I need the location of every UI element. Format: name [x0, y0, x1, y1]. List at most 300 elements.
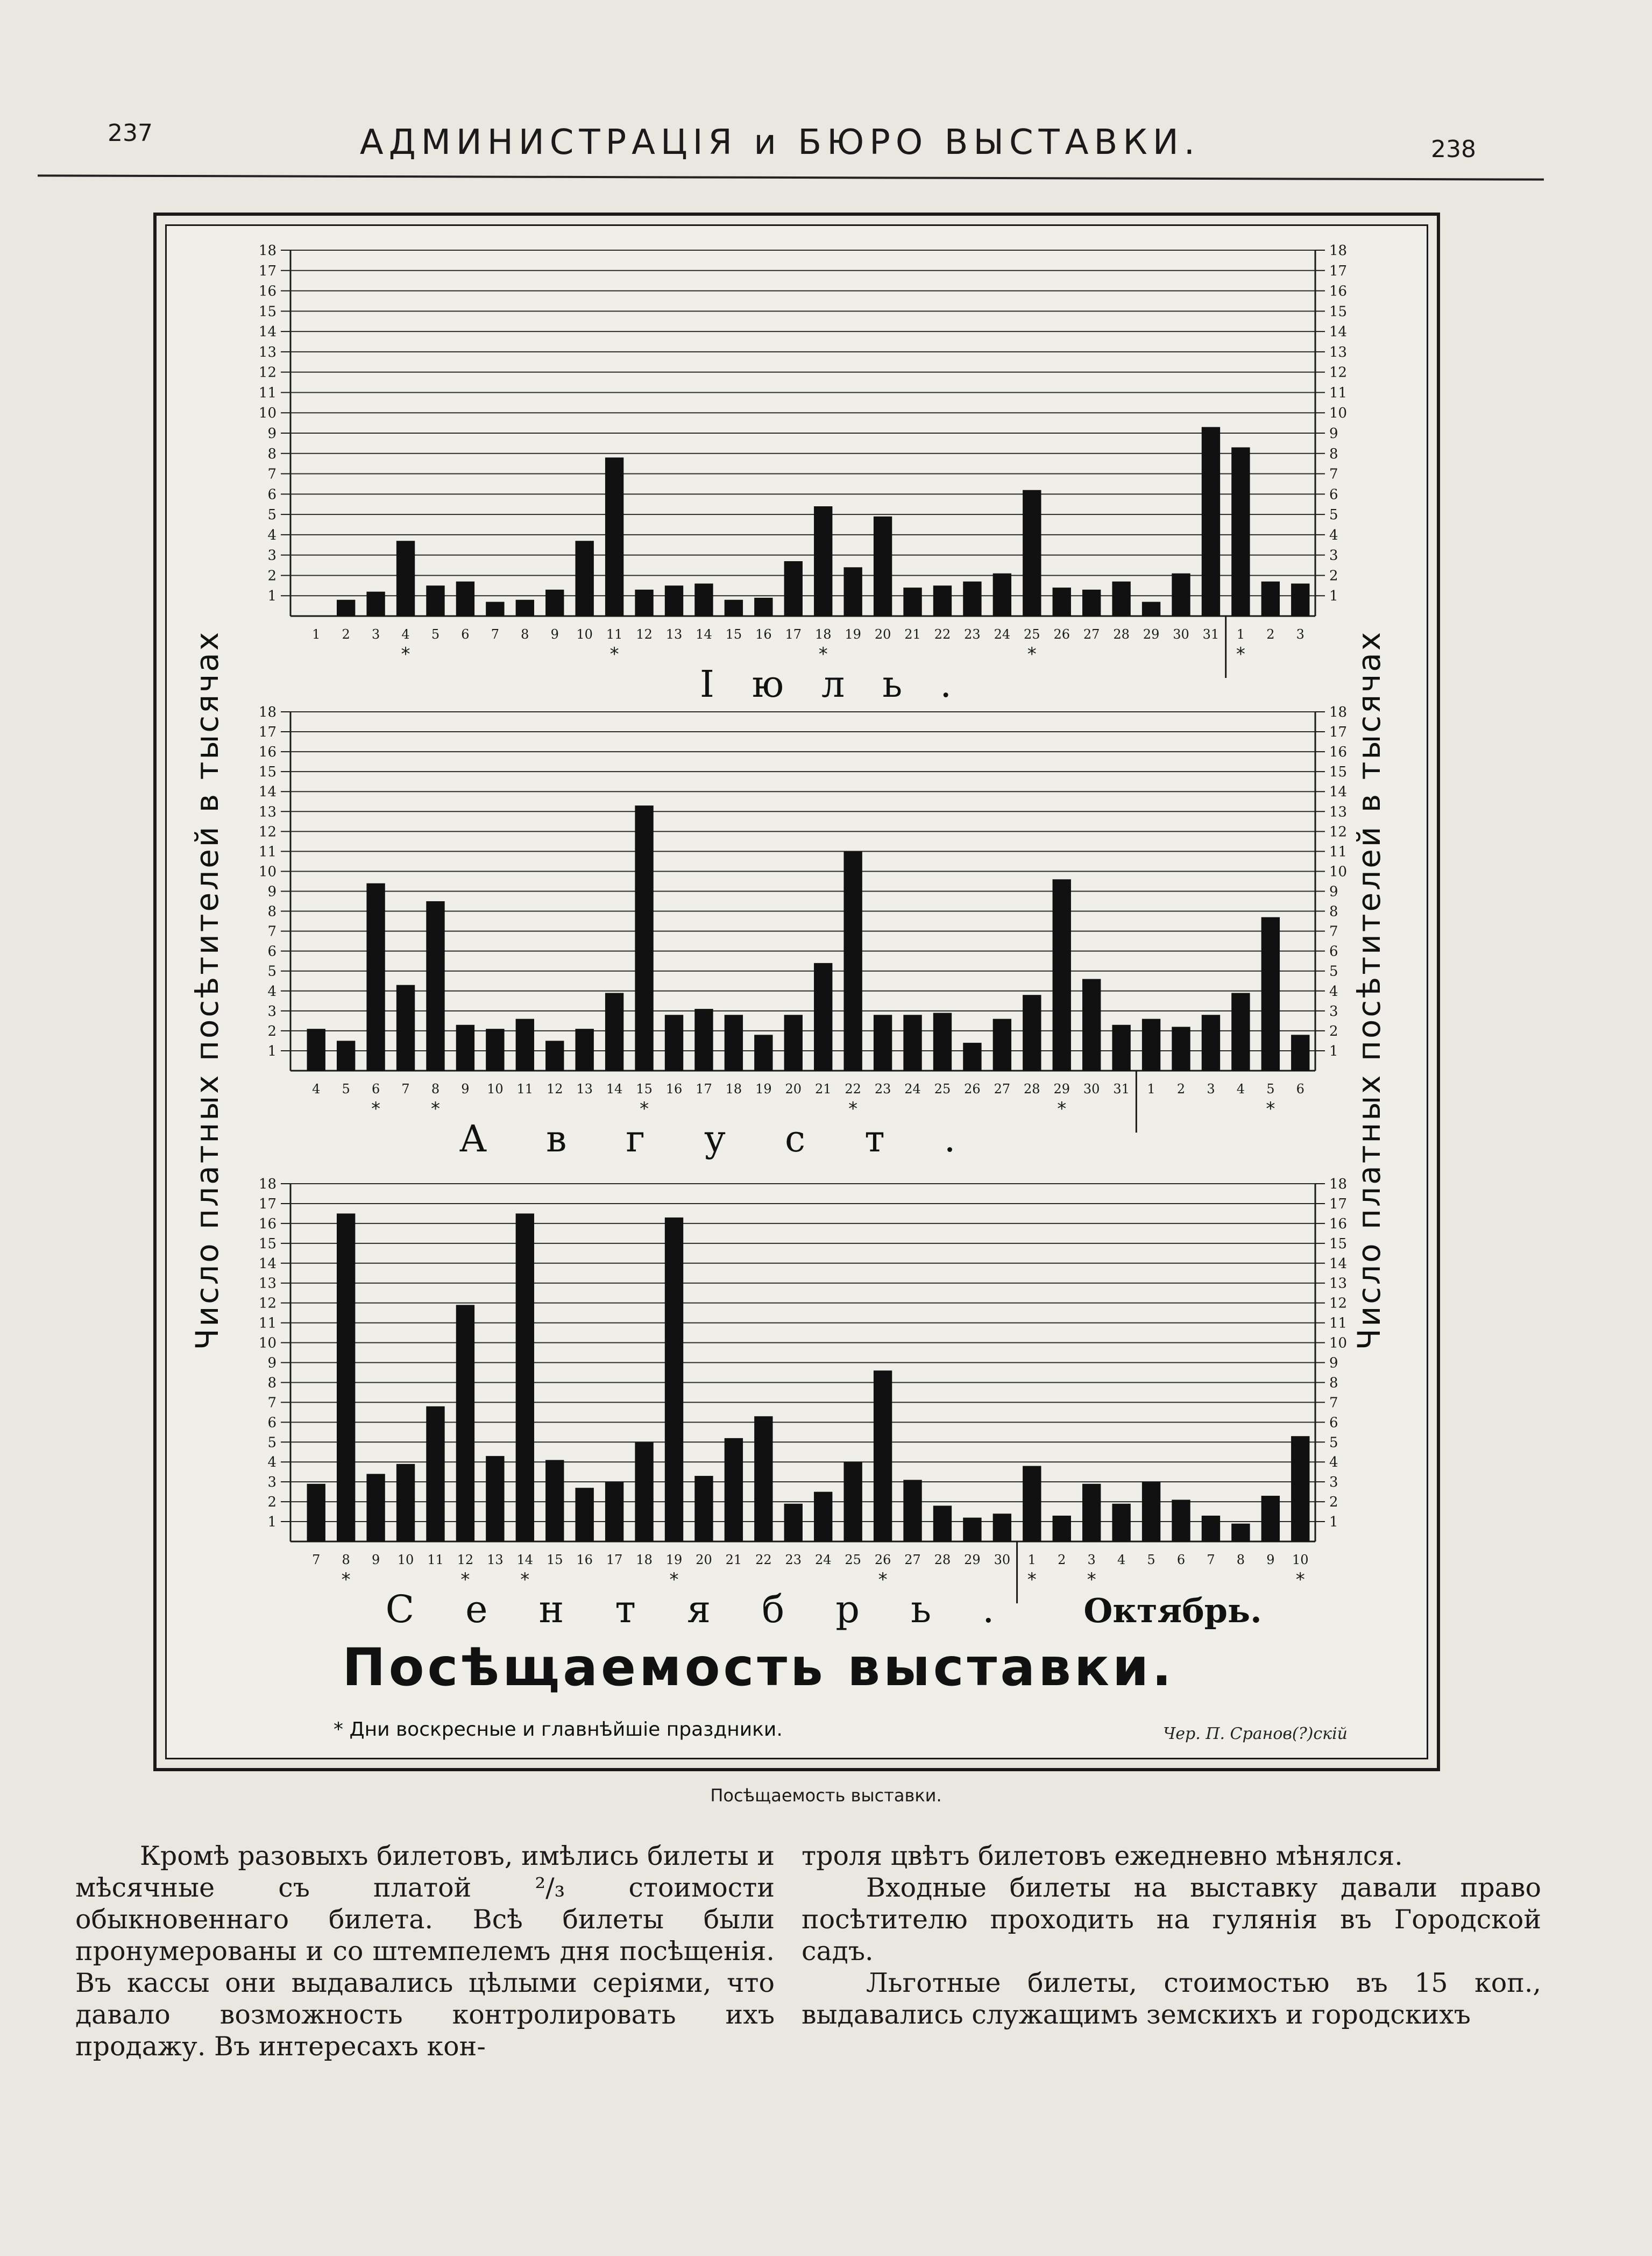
x-tick-label: 25 — [845, 1552, 861, 1567]
x-tick-label: 13 — [487, 1552, 504, 1567]
x-tick-label: 26 — [874, 1552, 891, 1567]
x-tick-label: 8 — [1236, 1552, 1245, 1567]
x-tick-label: 2 — [1266, 627, 1275, 642]
holiday-marker: * — [1295, 1569, 1305, 1590]
y-tick-label: 18 — [258, 243, 276, 259]
x-tick-label: 10 — [576, 627, 593, 642]
bar — [1142, 602, 1160, 616]
y-tick-label: 7 — [1329, 466, 1338, 483]
y-tick-label: 2 — [267, 1023, 276, 1039]
y-tick-label: 18 — [258, 704, 276, 720]
bar — [307, 1029, 325, 1071]
holiday-marker: * — [1087, 1569, 1096, 1590]
y-tick-label: 12 — [258, 364, 276, 381]
paragraph: троля цвѣтъ билетовъ ежедневно мѣнялся. — [802, 1841, 1403, 1871]
y-tick-label: 10 — [1329, 864, 1348, 880]
bar — [366, 592, 385, 616]
y-tick-label: 16 — [258, 1215, 276, 1232]
bar — [903, 1480, 921, 1541]
bar — [754, 1416, 772, 1541]
holiday-marker: * — [371, 1098, 381, 1120]
y-tick-label: 5 — [1329, 963, 1338, 980]
bar — [1023, 490, 1041, 616]
x-tick-label: 14 — [696, 627, 712, 642]
x-tick-label: 3 — [1087, 1552, 1096, 1567]
y-tick-label: 15 — [1329, 303, 1348, 320]
x-tick-label: 14 — [606, 1081, 623, 1097]
text-column-left — [75, 1840, 775, 2062]
y-tick-label: 10 — [1329, 1335, 1348, 1352]
x-tick-label: 6 — [371, 1081, 380, 1097]
y-tick-label: 2 — [267, 568, 276, 584]
x-tick-label: 23 — [785, 1552, 802, 1567]
y-tick-label: 13 — [1329, 1275, 1348, 1292]
bar — [784, 561, 803, 616]
x-tick-label: 16 — [576, 1552, 593, 1567]
x-tick-label: 15 — [546, 1552, 563, 1567]
x-tick-label: 17 — [696, 1081, 712, 1097]
bar — [1053, 1516, 1071, 1541]
y-tick-label: 17 — [258, 263, 276, 279]
y-tick-label: 1 — [267, 588, 276, 605]
holiday-marker: * — [1236, 643, 1245, 665]
x-tick-label: 28 — [1024, 1081, 1040, 1097]
x-tick-label: 6 — [1296, 1081, 1304, 1097]
bar — [486, 1029, 504, 1071]
holiday-marker: * — [848, 1098, 858, 1120]
page-number-right: 238 — [1431, 136, 1476, 163]
bar — [1291, 584, 1309, 616]
y-tick-label: 7 — [267, 923, 276, 940]
y-tick-label: 11 — [258, 1315, 276, 1332]
x-tick-label: 31 — [1202, 627, 1219, 642]
x-tick-label: 19 — [845, 627, 861, 642]
x-tick-label: 10 — [397, 1552, 414, 1567]
header-rule — [38, 174, 1544, 180]
x-tick-label: 9 — [550, 627, 559, 642]
bar — [1261, 917, 1280, 1071]
bar — [426, 901, 444, 1071]
bar — [337, 1213, 355, 1541]
bar — [576, 541, 594, 616]
y-tick-label: 6 — [1329, 486, 1338, 503]
y-tick-label: 11 — [258, 385, 276, 401]
bar — [1202, 427, 1220, 616]
y-tick-label: 3 — [267, 1003, 276, 1020]
bar — [963, 1043, 981, 1071]
bar — [605, 993, 623, 1071]
y-tick-label: 1 — [267, 1043, 276, 1059]
x-tick-label: 29 — [964, 1552, 981, 1567]
x-tick-label: 12 — [457, 1552, 474, 1567]
y-tick-label: 1 — [1329, 1043, 1338, 1059]
x-tick-label: 8 — [342, 1552, 350, 1567]
bar — [1082, 590, 1101, 616]
x-tick-label: 18 — [814, 627, 832, 642]
paragraph: Кромѣ разовыхъ билетовъ, имѣлись билеты и мѣсячные съ платой ²/₃ стоимости обыкновеннаго билета. Всѣ билеты были пронумерованы и со штемпелемъ дня посѣщенія. Въ кассы они выдавались цѣлыми серіями, что давало возможность контролировать ихъ продажу. Въ интересахъ кон- — [75, 1841, 775, 2062]
bar — [1053, 588, 1071, 616]
x-tick-label: 29 — [1143, 627, 1160, 642]
bar — [1082, 1484, 1101, 1541]
bar — [694, 584, 713, 616]
bar — [1172, 1027, 1190, 1071]
bar — [903, 588, 921, 616]
x-tick-label: 23 — [964, 627, 981, 642]
y-tick-label: 12 — [1329, 1295, 1348, 1312]
y-tick-label: 14 — [1329, 324, 1348, 341]
x-tick-label: 2 — [342, 627, 350, 642]
chart-credit: Чер. П. Сранов(?)скій — [1163, 1724, 1348, 1743]
y-tick-label: 3 — [1329, 1003, 1338, 1020]
y-tick-label: 8 — [1329, 903, 1338, 920]
chart-title: Посѣщаемость выставки. — [342, 1637, 1175, 1698]
x-tick-label: 31 — [1113, 1081, 1130, 1097]
y-tick-label: 15 — [1329, 764, 1348, 781]
bar — [605, 1482, 623, 1541]
y-tick-label: 11 — [1329, 1315, 1348, 1332]
bar — [486, 1456, 504, 1541]
bar — [754, 1035, 772, 1071]
y-tick-label: 5 — [267, 507, 276, 524]
bar — [963, 582, 981, 616]
x-tick-label: 15 — [636, 1081, 653, 1097]
y-tick-label: 3 — [267, 1474, 276, 1491]
x-tick-label: 7 — [312, 1552, 321, 1567]
y-tick-label: 16 — [1329, 1215, 1348, 1232]
bar — [933, 1013, 952, 1071]
y-tick-label: 9 — [1329, 426, 1338, 442]
bar — [516, 1019, 534, 1071]
y-tick-label: 15 — [258, 1235, 276, 1252]
bar — [1053, 879, 1071, 1071]
y-tick-label: 4 — [267, 983, 276, 1000]
bar — [337, 1041, 355, 1071]
bar — [1291, 1436, 1309, 1541]
x-tick-label: 26 — [1053, 627, 1070, 642]
x-tick-label: 7 — [491, 627, 500, 642]
attendance-chart — [167, 226, 1428, 1759]
bar — [545, 1460, 564, 1541]
x-tick-label: 30 — [1173, 627, 1189, 642]
x-tick-label: 9 — [1266, 1552, 1275, 1567]
x-tick-label: 22 — [755, 1552, 772, 1567]
bar — [933, 585, 952, 616]
x-tick-label: 8 — [431, 1081, 440, 1097]
bar — [933, 1506, 952, 1542]
x-tick-label: 1 — [312, 627, 321, 642]
holiday-marker: * — [640, 1098, 649, 1120]
bar — [396, 541, 415, 616]
bar — [516, 1213, 534, 1541]
x-tick-label: 4 — [1236, 1081, 1245, 1097]
x-tick-label: 19 — [755, 1081, 772, 1097]
y-tick-label: 8 — [267, 1375, 276, 1391]
bar — [725, 1438, 743, 1541]
holiday-marker: * — [341, 1569, 351, 1590]
bar — [456, 1305, 474, 1541]
holiday-marker: * — [669, 1569, 679, 1590]
page-number-left: 237 — [108, 119, 153, 147]
y-tick-label: 4 — [1329, 983, 1338, 1000]
bar — [963, 1518, 981, 1541]
bar — [754, 598, 772, 616]
x-tick-label: 1 — [1236, 627, 1245, 642]
y-tick-label: 15 — [1329, 1235, 1348, 1252]
bar — [1291, 1035, 1309, 1071]
y-tick-label: 2 — [1329, 568, 1338, 584]
y-tick-label: 5 — [267, 1434, 276, 1451]
bar — [1112, 582, 1130, 616]
bar — [814, 1492, 832, 1541]
x-tick-label: 18 — [725, 1081, 742, 1097]
bar — [635, 590, 653, 616]
y-tick-label: 3 — [1329, 547, 1338, 564]
y-tick-label: 6 — [267, 1415, 276, 1431]
x-tick-label: 29 — [1053, 1081, 1070, 1097]
x-tick-label: 4 — [401, 627, 410, 642]
bar — [545, 590, 564, 616]
y-axis-label-right: Число платных посѣтителей в тысячах — [1351, 630, 1387, 1350]
bar — [456, 1025, 474, 1071]
y-tick-label: 6 — [1329, 943, 1338, 960]
x-tick-label: 4 — [312, 1081, 321, 1097]
bar — [725, 600, 743, 616]
bar — [1202, 1015, 1220, 1071]
bar — [1142, 1019, 1160, 1071]
y-tick-label: 1 — [1329, 588, 1338, 605]
y-tick-label: 6 — [267, 486, 276, 503]
bar — [1231, 1524, 1250, 1541]
y-tick-label: 10 — [258, 864, 276, 880]
bar — [843, 1462, 862, 1541]
y-axis-label-left: Число платных посѣтителей в тысячах — [189, 630, 225, 1350]
x-tick-label: 17 — [785, 627, 802, 642]
y-tick-label: 12 — [1329, 364, 1348, 381]
bar — [1172, 1500, 1190, 1541]
y-tick-label: 18 — [1329, 243, 1348, 259]
x-tick-label: 5 — [1147, 1552, 1155, 1567]
y-tick-label: 17 — [258, 1196, 276, 1212]
y-tick-label: 9 — [267, 426, 276, 442]
y-tick-label: 10 — [1329, 405, 1348, 422]
paragraph: Входные билеты на выставку давали право посѣтителю проходить на гулянія въ Городской садъ. — [802, 1872, 1541, 1967]
bar — [843, 567, 862, 616]
y-tick-label: 7 — [1329, 923, 1338, 940]
y-tick-label: 12 — [258, 824, 276, 840]
x-tick-label: 16 — [755, 627, 772, 642]
bar — [456, 582, 474, 616]
y-tick-label: 14 — [1329, 784, 1348, 801]
y-tick-label: 2 — [267, 1494, 276, 1511]
bar — [396, 1464, 415, 1541]
x-tick-label: 12 — [636, 627, 653, 642]
x-tick-label: 22 — [845, 1081, 861, 1097]
x-tick-label: 11 — [606, 627, 623, 642]
x-tick-label: 24 — [994, 627, 1011, 642]
bar — [1023, 1466, 1041, 1541]
running-title: АДМИНИСТРАЦІЯ и БЮРО ВЫСТАВКИ. — [359, 123, 1201, 162]
x-tick-label: 10 — [487, 1081, 504, 1097]
y-tick-label: 5 — [1329, 1434, 1338, 1451]
y-tick-label: 18 — [1329, 704, 1348, 720]
bar — [337, 600, 355, 616]
bar — [486, 602, 504, 616]
figure-caption: Посѣщаемость выставки. — [710, 1785, 942, 1806]
bar — [1231, 447, 1250, 616]
bar — [814, 963, 832, 1071]
y-tick-label: 9 — [1329, 883, 1338, 900]
y-tick-label: 16 — [1329, 283, 1348, 300]
y-tick-label: 9 — [267, 883, 276, 900]
bar — [993, 1514, 1011, 1541]
bar — [784, 1504, 803, 1541]
x-tick-label: 5 — [431, 627, 440, 642]
bar — [1261, 1496, 1280, 1541]
holiday-marker: * — [818, 643, 828, 665]
bar — [576, 1029, 594, 1071]
bar — [1231, 993, 1250, 1071]
y-tick-label: 13 — [258, 1275, 276, 1292]
x-tick-label: 20 — [785, 1081, 802, 1097]
bar — [694, 1009, 713, 1071]
bar — [605, 457, 623, 616]
bar — [1172, 574, 1190, 616]
y-tick-label: 13 — [1329, 344, 1348, 360]
x-tick-label: 13 — [665, 627, 683, 642]
x-tick-label: 11 — [516, 1081, 534, 1097]
x-tick-label: 3 — [1296, 627, 1304, 642]
x-tick-label: 20 — [696, 1552, 712, 1567]
paragraph: Льготные билеты, стоимостью въ 15 коп., выдавались служащимъ земскихъ и городскихъ — [802, 1968, 1541, 2030]
x-tick-label: 1 — [1147, 1081, 1155, 1097]
y-tick-label: 4 — [1329, 527, 1338, 543]
y-tick-label: 11 — [1329, 385, 1348, 401]
x-tick-label: 5 — [1266, 1081, 1275, 1097]
bar — [545, 1041, 564, 1071]
x-tick-label: 9 — [461, 1081, 470, 1097]
x-tick-label: 24 — [814, 1552, 832, 1567]
bar — [635, 805, 653, 1071]
x-tick-label: 11 — [427, 1552, 444, 1567]
bar — [665, 1015, 683, 1071]
bar — [1082, 979, 1101, 1071]
y-tick-label: 11 — [1329, 844, 1348, 860]
bar — [874, 1015, 892, 1071]
bar — [784, 1015, 803, 1071]
y-tick-label: 16 — [1329, 744, 1348, 761]
bar — [516, 600, 534, 616]
y-tick-label: 9 — [267, 1355, 276, 1371]
y-tick-label: 7 — [267, 466, 276, 483]
x-tick-label: 30 — [1083, 1081, 1100, 1097]
x-tick-label: 8 — [521, 627, 529, 642]
bar — [1023, 995, 1041, 1071]
x-tick-label: 21 — [904, 627, 921, 642]
bar — [1202, 1516, 1220, 1541]
y-tick-label: 14 — [1329, 1255, 1348, 1272]
bar — [576, 1488, 594, 1541]
x-tick-label: 30 — [994, 1552, 1011, 1567]
bar — [843, 851, 862, 1071]
y-tick-label: 10 — [258, 405, 276, 422]
x-tick-label: 7 — [401, 1081, 410, 1097]
bar — [396, 985, 415, 1071]
x-tick-label: 26 — [964, 1081, 981, 1097]
y-tick-label: 17 — [1329, 263, 1348, 279]
bar — [874, 1370, 892, 1541]
holiday-marker: * — [520, 1569, 530, 1590]
x-tick-label: 2 — [1058, 1552, 1066, 1567]
y-tick-label: 7 — [1329, 1395, 1338, 1411]
x-tick-label: 3 — [1207, 1081, 1215, 1097]
bar — [1112, 1025, 1130, 1071]
bar — [814, 506, 832, 616]
bar — [694, 1476, 713, 1541]
chart-footnote: * Дни воскресные и главнѣйшіе праздники. — [334, 1718, 783, 1741]
x-tick-label: 3 — [371, 627, 380, 642]
chart-figure — [153, 213, 1440, 1771]
x-tick-label: 7 — [1207, 1552, 1215, 1567]
y-tick-label: 1 — [1329, 1514, 1338, 1531]
y-tick-label: 8 — [1329, 1375, 1338, 1391]
y-tick-label: 18 — [1329, 1176, 1348, 1192]
bar — [366, 1474, 385, 1541]
y-tick-label: 7 — [267, 1395, 276, 1411]
bar — [635, 1442, 653, 1541]
x-tick-label: 20 — [874, 627, 891, 642]
y-tick-label: 5 — [267, 963, 276, 980]
chart-frame — [165, 224, 1428, 1759]
y-tick-label: 15 — [258, 764, 276, 781]
holiday-marker: * — [1266, 1098, 1275, 1120]
bar — [993, 574, 1011, 616]
x-tick-label: 28 — [934, 1552, 951, 1567]
bar — [426, 1406, 444, 1541]
holiday-marker: * — [460, 1569, 470, 1590]
y-tick-label: 2 — [1329, 1023, 1338, 1039]
x-tick-label: 28 — [1113, 627, 1130, 642]
x-tick-label: 9 — [371, 1552, 380, 1567]
bar — [665, 1218, 683, 1541]
month-label: Август. — [459, 1118, 1015, 1161]
y-tick-label: 16 — [258, 283, 276, 300]
x-tick-label: 25 — [934, 1081, 951, 1097]
holiday-marker: * — [1057, 1098, 1067, 1120]
x-tick-label: 4 — [1117, 1552, 1126, 1567]
text-column-right — [802, 1840, 1541, 2031]
x-tick-label: 27 — [904, 1552, 921, 1567]
x-tick-label: 25 — [1024, 627, 1040, 642]
y-tick-label: 18 — [258, 1176, 276, 1192]
x-tick-label: 22 — [934, 627, 951, 642]
bar — [1112, 1504, 1130, 1541]
month-label: Іюль. — [700, 663, 989, 706]
x-tick-label: 23 — [874, 1081, 891, 1097]
y-tick-label: 3 — [267, 547, 276, 564]
x-tick-label: 2 — [1176, 1081, 1186, 1097]
y-tick-label: 8 — [267, 445, 276, 462]
y-tick-label: 9 — [1329, 1355, 1338, 1371]
holiday-marker: * — [401, 643, 410, 665]
y-tick-label: 4 — [1329, 1454, 1338, 1471]
y-tick-label: 17 — [1329, 1196, 1348, 1212]
x-tick-label: 27 — [994, 1081, 1011, 1097]
y-tick-label: 15 — [258, 303, 276, 320]
x-tick-label: 16 — [665, 1081, 683, 1097]
x-tick-label: 15 — [725, 627, 742, 642]
x-tick-label: 13 — [576, 1081, 593, 1097]
x-tick-label: 21 — [814, 1081, 832, 1097]
